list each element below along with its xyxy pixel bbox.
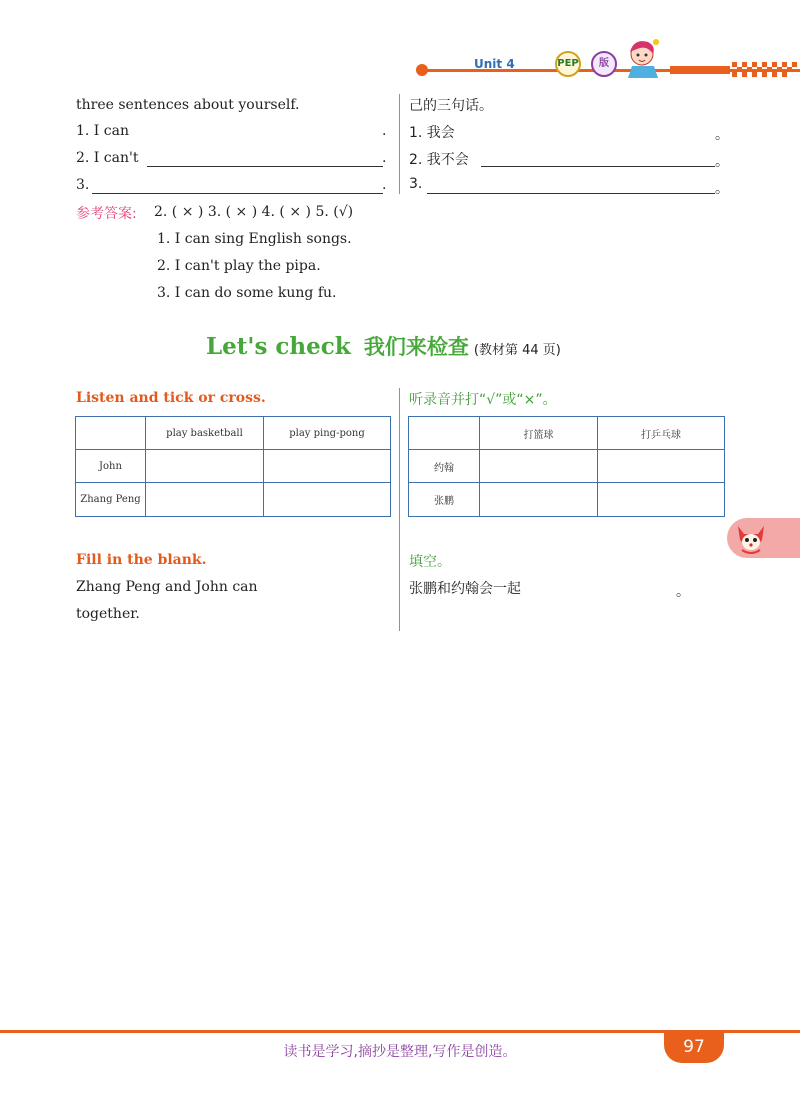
tick-cell-zhang-peng-ping-pong-cn[interactable] xyxy=(598,483,725,517)
tick-cell-zhang-peng-basketball-cn[interactable] xyxy=(480,483,598,517)
line-3-cn: 3. xyxy=(409,176,423,192)
edition-badge: 版 xyxy=(591,51,617,77)
line-2-en: 2. I can't xyxy=(76,150,139,166)
fill-sentence-en-start: Zhang Peng and John can xyxy=(76,579,258,595)
column-header-ping-pong-cn: 打乒乓球 xyxy=(598,417,725,450)
listen-title-cn: 听录音并打“√”或“×”。 xyxy=(409,392,557,408)
blank-line-2-en[interactable] xyxy=(147,166,383,167)
footer-motto: 读书是学习,摘抄是整理,写作是创造。 xyxy=(283,1044,517,1060)
tick-cell-zhang-peng-ping-pong[interactable] xyxy=(264,483,391,517)
line-2-cn: 2. 我不会 xyxy=(409,152,469,168)
row-header-john: John xyxy=(76,450,146,483)
girl-mascot-icon xyxy=(620,36,666,80)
section-title-en: Let's check xyxy=(206,333,351,360)
instruction-en: three sentences about yourself. xyxy=(76,97,300,113)
section-title-cn: 我们来检查 xyxy=(363,335,469,359)
column-header-ping-pong: play ping-pong xyxy=(264,417,391,450)
answer-sentence-2: 2. I can't play the pipa. xyxy=(157,258,321,274)
header-rule-dot xyxy=(416,64,428,76)
page-number: 97 xyxy=(683,1037,705,1057)
fill-sentence-cn-end: 。 xyxy=(676,584,690,600)
pep-badge: PEP xyxy=(555,51,581,77)
tick-cell-john-ping-pong[interactable] xyxy=(264,450,391,483)
line-1-cn-end: 。 xyxy=(715,127,729,143)
line-1-cn: 1. 我会 xyxy=(409,125,455,141)
tick-cell-zhang-peng-basketball[interactable] xyxy=(146,483,264,517)
section-title xyxy=(206,331,561,361)
tick-table-en xyxy=(75,416,391,517)
answer-key-items: 2. ( × ) 3. ( × ) 4. ( × ) 5. (√) xyxy=(154,204,354,220)
fox-mascot-icon xyxy=(734,520,768,556)
fill-sentence-en-end: together. xyxy=(76,606,140,622)
checker-stripe xyxy=(670,62,800,78)
fill-title-cn: 填空。 xyxy=(409,554,451,570)
tick-cell-john-basketball[interactable] xyxy=(146,450,264,483)
column-divider-top xyxy=(399,94,400,194)
row-header-zhang-peng-cn: 张鹏 xyxy=(409,483,480,517)
column-header-basketball: play basketball xyxy=(146,417,264,450)
listen-title-en: Listen and tick or cross. xyxy=(76,390,266,406)
line-3-en-end: . xyxy=(382,177,387,193)
row-header-zhang-peng: Zhang Peng xyxy=(76,483,146,517)
answer-sentence-3: 3. I can do some kung fu. xyxy=(157,285,337,301)
table-corner-cell xyxy=(76,417,146,450)
column-divider-bottom xyxy=(399,388,400,631)
line-1-en-end: . xyxy=(382,123,387,139)
blank-line-3-en[interactable] xyxy=(92,193,383,194)
column-header-basketball-cn: 打篮球 xyxy=(480,417,598,450)
fill-sentence-cn: 张鹏和约翰会一起 xyxy=(409,581,521,597)
line-2-en-end: . xyxy=(382,150,387,166)
blank-line-3-cn[interactable] xyxy=(427,193,715,194)
table-corner-cell xyxy=(409,417,480,450)
section-title-page-ref: (教材第 44 页) xyxy=(473,343,561,358)
instruction-cn: 己的三句话。 xyxy=(409,98,493,114)
row-header-john-cn: 约翰 xyxy=(409,450,480,483)
fill-title-en: Fill in the blank. xyxy=(76,552,207,568)
blank-line-2-cn[interactable] xyxy=(481,166,715,167)
tick-table-cn xyxy=(408,416,725,517)
line-1-en: 1. I can xyxy=(76,123,129,139)
line-3-en: 3. xyxy=(76,177,90,193)
line-3-cn-end: 。 xyxy=(715,181,729,197)
tick-cell-john-basketball-cn[interactable] xyxy=(480,450,598,483)
tick-cell-john-ping-pong-cn[interactable] xyxy=(598,450,725,483)
unit-label: Unit 4 xyxy=(474,57,515,71)
answer-key-label: 参考答案: xyxy=(76,206,137,222)
line-2-cn-end: 。 xyxy=(715,154,729,170)
answer-sentence-1: 1. I can sing English songs. xyxy=(157,231,352,247)
